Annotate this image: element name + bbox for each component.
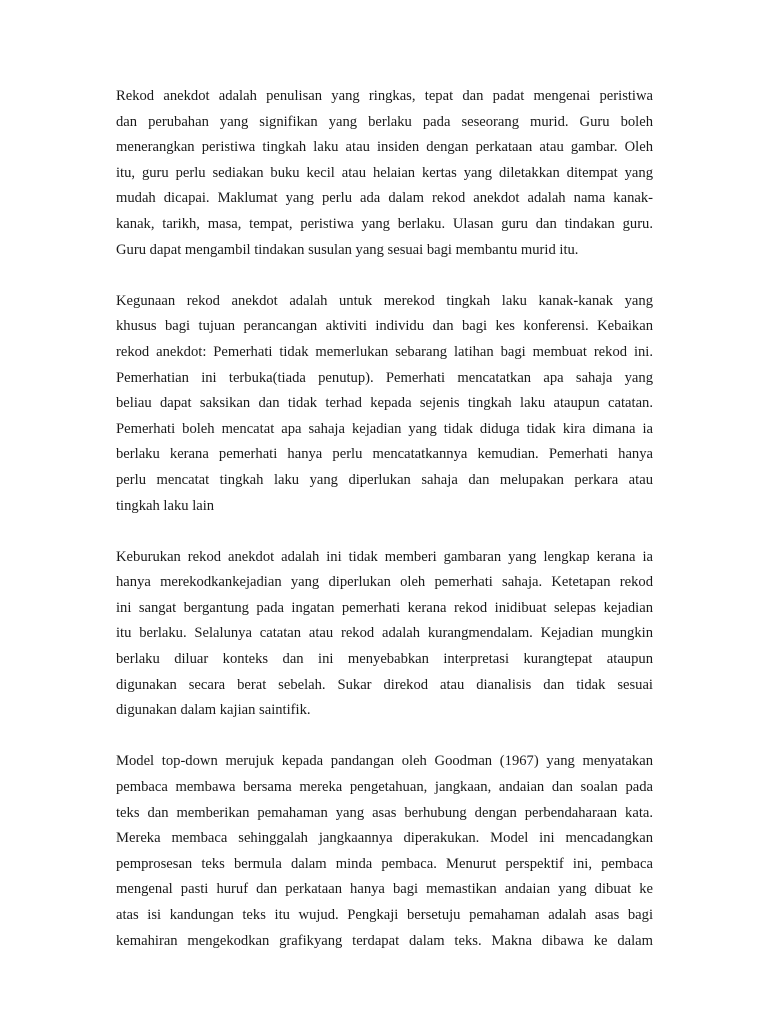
paragraph-kegunaan: [116, 289, 653, 519]
text-line: rekod anekdot: Pemerhati tidak memerlukan sebarang latihan bagi membuat rekod ini.: [116, 343, 653, 360]
text-line: kanak, tarikh, masa, tempat, peristiwa yang berlaku. Ulasan guru dan tindakan guru.: [116, 215, 653, 232]
text-line: digunakan dalam kajian saintifik.: [116, 702, 311, 719]
paragraph-keburukan: [116, 545, 653, 724]
text-line: itu, guru perlu sediakan buku kecil atau helaian kertas yang diletakkan ditempat yang: [116, 164, 653, 181]
text-line: atas isi kandungan teks itu wujud. Pengkaji bersetuju pemahaman adalah asas bagi: [116, 907, 653, 923]
text-line: hanya merekodkankejadian yang diperlukan oleh pemerhati sahaja. Ketetapan rekod: [116, 574, 653, 591]
text-line: Pemerhatian ini terbuka(tiada penutup). Pemerhati mencatatkan apa sahaja yang: [116, 369, 653, 386]
paragraph-rekod-anekdot: [116, 84, 653, 263]
text-line: teks dan memberikan pemahaman yang asas berhubung dengan perbendaharaan kata.: [116, 804, 653, 821]
text-line: menerangkan peristiwa tingkah laku atau insiden dengan perkataan atau gambar. Oleh: [116, 139, 653, 156]
text-line: itu berlaku. Selalunya catatan atau rekod adalah kurangmendalam. Kejadian mungkin: [116, 625, 653, 642]
text-line: Keburukan rekod anekdot adalah ini tidak memberi gambaran yang lengkap kerana ia: [116, 548, 653, 565]
text-line: mengenal pasti huruf dan perkataan hanya bagi memastikan andaian yang dibuat ke: [116, 881, 653, 898]
text-line: Kegunaan rekod anekdot adalah untuk merekod tingkah laku kanak-kanak yang: [116, 292, 653, 309]
text-line: dan perubahan yang signifikan yang berlaku pada seseorang murid. Guru boleh: [116, 113, 653, 130]
text-line: digunakan secara berat sebelah. Sukar direkod atau dianalisis dan tidak sesuai: [116, 676, 653, 693]
text-line: kemahiran mengekodkan grafikyang terdapat dalam teks. Makna dibawa ke dalam: [116, 932, 653, 949]
text-line: berlaku kerana pemerhati hanya perlu mencatatkannya kemudian. Pemerhati hanya: [116, 446, 653, 463]
text-line: perlu mencatat tingkah laku yang diperlukan sahaja dan melupakan perkara atau: [116, 471, 653, 488]
text-line: Model top-down merujuk kepada pandangan oleh Goodman (1967) yang menyatakan: [116, 753, 653, 770]
text-line: ini sangat bergantung pada ingatan pemerhati kerana rekod inidibuat selepas kejadian: [116, 599, 653, 616]
text-line: beliau dapat saksikan dan tidak terhad kepada sejenis tingkah laku ataupun catatan.: [116, 395, 653, 412]
text-line: Guru dapat mengambil tindakan susulan yang sesuai bagi membantu murid itu.: [116, 241, 579, 258]
text-line: berlaku diluar konteks dan ini menyebabkan interpretasi kurangtepat ataupun: [116, 651, 653, 668]
text-line: Mereka membaca sehinggalah jangkaannya diperakukan. Model ini mencadangkan: [116, 830, 653, 847]
text-line: pembaca membawa bersama mereka pengetahuan, jangkaan, andaian dan soalan pada: [116, 779, 653, 796]
text-line: mudah dicapai. Maklumat yang perlu ada dalam rekod anekdot adalah nama kanak-: [116, 190, 653, 207]
text-line: tingkah laku lain: [116, 497, 215, 514]
text-line: khusus bagi tujuan perancangan aktiviti individu dan bagi kes konferensi. Kebaikan: [116, 318, 653, 335]
text-line: Pemerhati boleh mencatat apa sahaja kejadian yang tidak diduga tidak kira dimana ia: [116, 420, 653, 437]
text-line: Rekod anekdot adalah penulisan yang ringkas, tepat dan padat mengenai peristiwa: [116, 88, 653, 104]
text-line: pemprosesan teks bermula dalam minda pembaca. Menurut perspektif ini, pembaca: [116, 855, 653, 872]
document-page: [116, 84, 653, 980]
paragraph-model-top-down: [116, 749, 653, 954]
